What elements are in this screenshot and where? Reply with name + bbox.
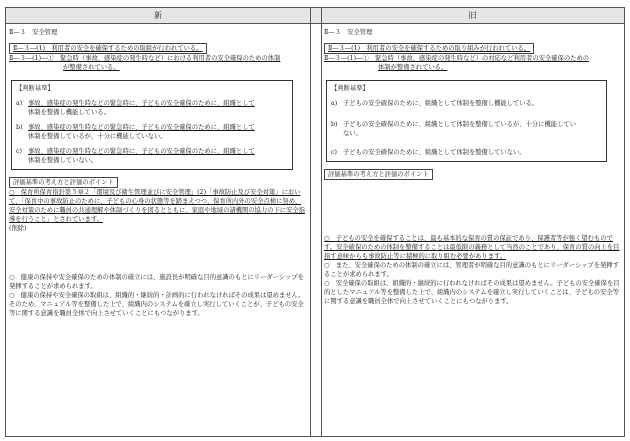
deleted-marker: (削除) xyxy=(9,225,27,232)
column-divider-left xyxy=(310,8,311,436)
item-heading: Ⅱ―３―(1)―① 緊急時（事故、感染症の発生時など）の対応など利用者の安全確保のための 体制が整備されている。 xyxy=(324,55,590,71)
criteria-row-b: b) 事故、感染症の発生時などの緊急時に、子どもの安全確保のために、組織として 体制を整備しているが、十分に機能していない。 xyxy=(16,124,255,140)
sub-heading: Ⅱ―３―(1) 利用者の安全を確保するための取組が行われている。 xyxy=(9,43,207,54)
section-title: Ⅱ―３ 安全管理 xyxy=(9,29,58,36)
criteria-row-c: c) 事故、感染症の発生時などの緊急時に、子どもの安全確保のために、組織として 体制を整備していない。 xyxy=(16,148,255,164)
new-column xyxy=(6,24,310,436)
criteria-row-b: b) 子どもの安全確保のために、組織として体制を整備しているが、十分に機能してい ない。 xyxy=(331,121,576,137)
column-header-spacer xyxy=(310,8,321,24)
criteria-row-c: c) 子どもの安全確保のために、組織として体制を整備していない。 xyxy=(331,149,526,156)
criteria-title: 【判断基準】 xyxy=(331,85,369,92)
old-bullet-3: ○ 安全確保の取組は、組織的・継続的に行われなければその成果は望めません。子どもの安全確保を目的としたマニュアル等を整備した上で、組織内のシステムを確立し実行していくことは、子どもの安全等に関する意識を職員全体で向上させていくことにもつながります。 xyxy=(324,280,620,305)
old-column xyxy=(321,24,624,436)
criteria-title: 【判断基準】 xyxy=(16,85,54,92)
column-header-old: 旧 xyxy=(321,8,624,24)
new-bullet-3: ○ 健康の保持や安全確保の取組は、組織的・継続的・計画的に行われなければその成果は望めません。そのため、マニュアル等を整備した上で、組織内のシステムを確立し実行していくことが、子どもの安全等に関する意識を職員全体で向上させていくことにもつながります。 xyxy=(9,292,305,317)
comparison-table xyxy=(5,7,625,437)
item-heading: Ⅱ―３―(1)―① 緊急時（事故、感染症の発生時など）における利用者の安全確保のための体制 が整備されている。 xyxy=(9,55,281,71)
criteria-box xyxy=(326,80,607,162)
column-header-new: 新 xyxy=(6,8,310,24)
sub-heading: Ⅱ―３―(1) 利用者の安全を確保するための取り組みが行われている。 xyxy=(324,43,534,54)
criteria-box xyxy=(11,80,293,170)
points-title: 評価基準の考え方と評価のポイント xyxy=(9,177,118,188)
new-bullet-2: ○ 健康の保持や安全確保のための体制の確立には、施設長が明確な目的意識のもとにリーダーシップを発揮することが求められます。 xyxy=(9,274,304,290)
old-bullet-2: ○ また、安全確保のための体制の確立には、管理者が明確な目的意識のもとにリーダーシップを発揮することが求められます。 xyxy=(324,262,619,278)
points-title: 評価基準の考え方と評価のポイント xyxy=(324,169,433,180)
new-bullet-1: ○ 保育所保育指針第５章２「環境及び衛生管理並びに安全管理」(2)「事故防止及び安全対策」において、「保育中の事故防止のために、子どもの心身の状態等を踏まえつつ、保育所内外の安全点検に努め、安全対策のために職員の共通理解や体制づくりを図るとともに、家庭や地域の諸機関の協力の下に安全指導を行うこと」とされています。 xyxy=(9,189,305,223)
criteria-row-a: a) 子どもの安全確保のために、組織として体制を整備し機能している。 xyxy=(331,100,539,107)
section-title: Ⅱ―３ 安全管理 xyxy=(324,29,373,36)
criteria-row-a: a) 事故、感染症の発生時などの緊急時に、子どもの安全確保のために、組織として 体制を整備し機能している。 xyxy=(16,100,255,116)
old-bullet-1: ○ 子どもの安全を確保することは、最も基本的な保育の質の保証であり、保護者等が強く望むものです。安全確保のための体制を整備することは最低限の義務として当然のことであり、保育の質の向上を目指す意味からも事故防止等に積極的に取り組む必要があります。 xyxy=(324,235,620,260)
